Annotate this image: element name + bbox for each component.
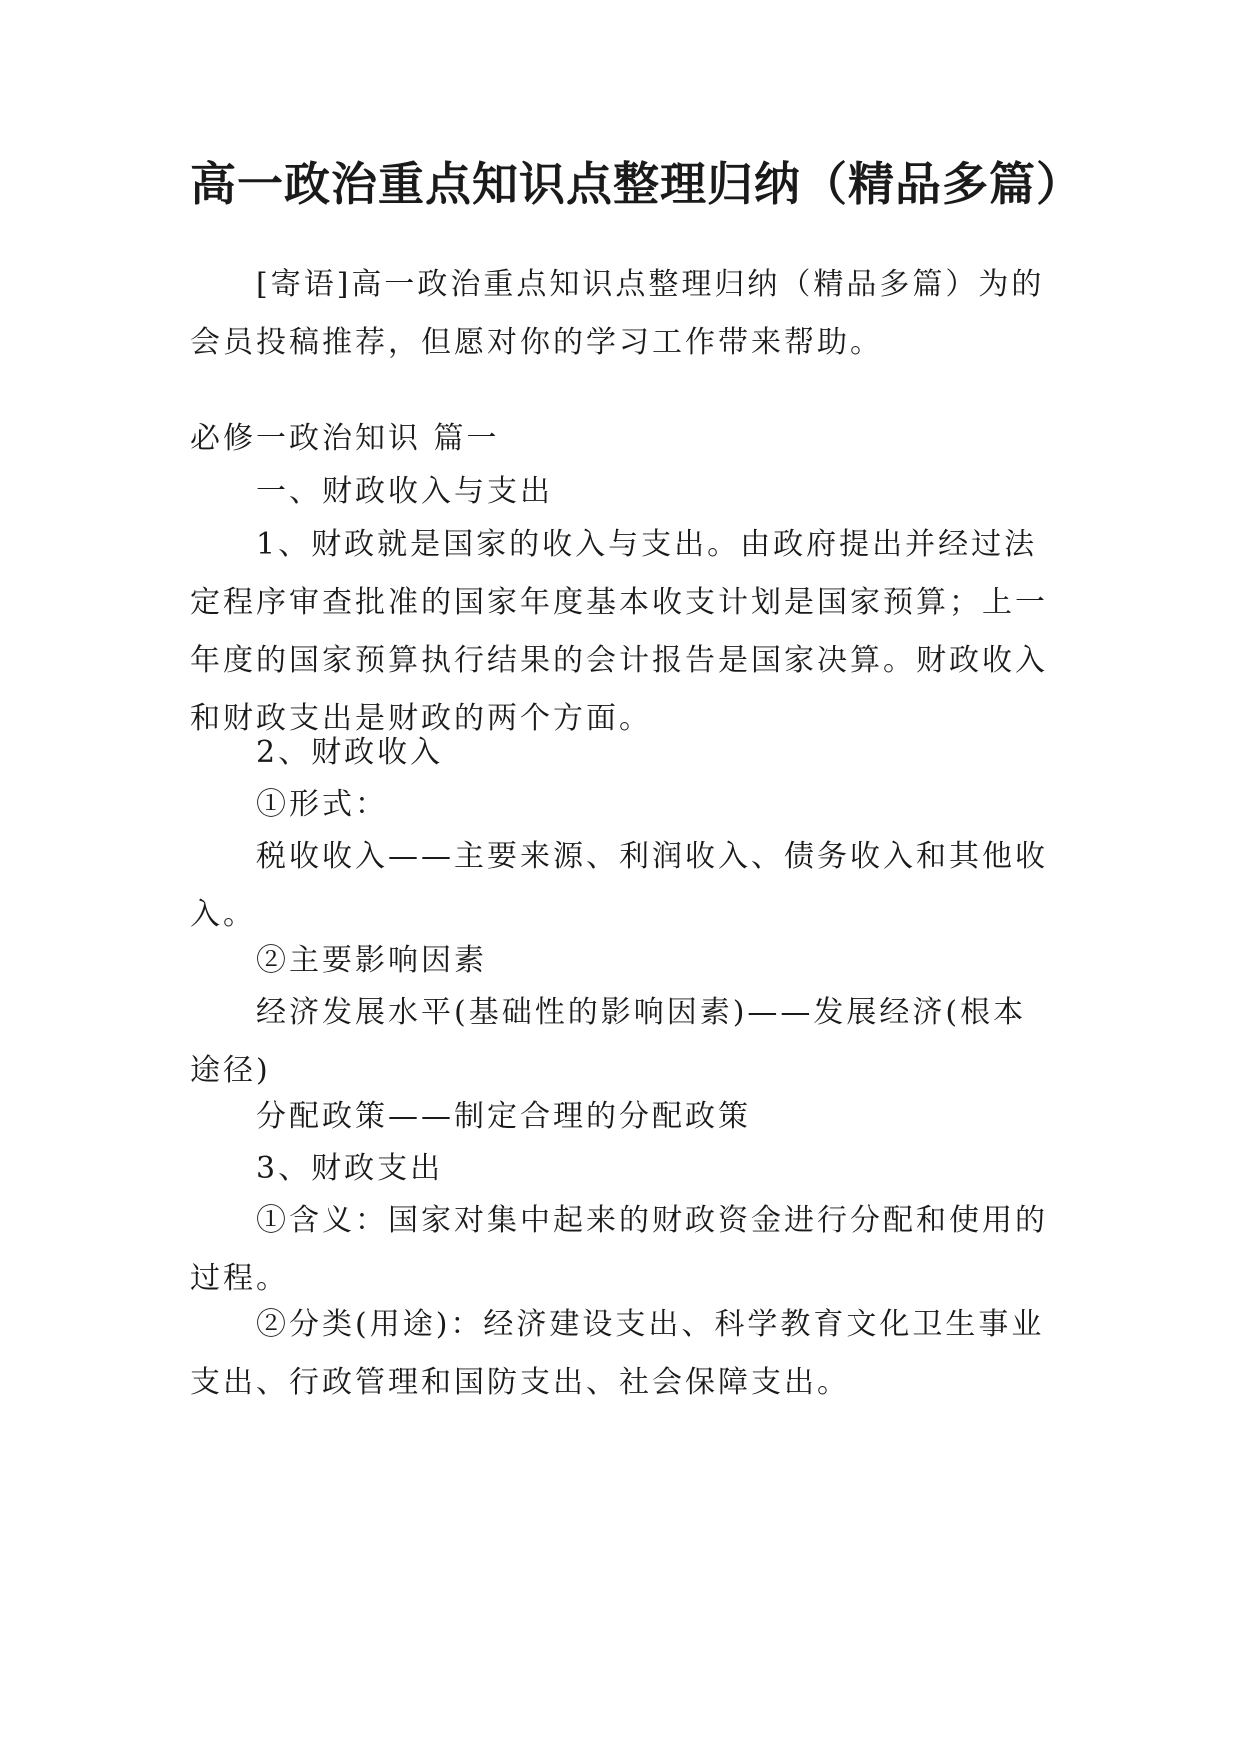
paragraph-expenditure-meaning: ①含义：国家对集中起来的财政资金进行分配和使用的过程。 bbox=[190, 1203, 1048, 1296]
paragraph-expenditure-categories: ②分类(用途)：经济建设支出、科学教育文化卫生事业支出、行政管理和国防支出、社会保障支出。 bbox=[190, 1307, 1045, 1400]
intro-paragraph: [寄语]高一政治重点知识点整理归纳（精品多篇）为的会员投稿推荐，但愿对你的学习工作带来帮助。 bbox=[190, 267, 1045, 360]
heading-finance-income-expenditure: 一、财政收入与支出 bbox=[256, 474, 553, 509]
item-form: ①形式： bbox=[256, 787, 388, 822]
paragraph-distribution-policy: 分配政策——制定合理的分配政策 bbox=[256, 1099, 751, 1134]
section-heading: 必修一政治知识 篇一 bbox=[190, 421, 500, 456]
item-main-factors: ②主要影响因素 bbox=[256, 943, 487, 978]
subheading-finance-income: 2、财政收入 bbox=[256, 735, 444, 770]
paragraph-economic-level: 经济发展水平(基础性的影响因素)——发展经济(根本途径) bbox=[190, 995, 1027, 1088]
paragraph-finance-definition: 1、财政就是国家的收入与支出。由政府提出并经过法定程序审查批准的国家年度基本收支计划是国家预算；上一年度的国家预算执行结果的会计报告是国家决算。财政收入和财政支出是财政的两个方面。 bbox=[190, 527, 1048, 736]
subheading-finance-expenditure: 3、财政支出 bbox=[256, 1151, 444, 1186]
document-title: 高一政治重点知识点整理归纳（精品多篇） bbox=[190, 157, 1083, 211]
paragraph-income-forms: 税收收入——主要来源、利润收入、债务收入和其他收入。 bbox=[190, 839, 1048, 932]
